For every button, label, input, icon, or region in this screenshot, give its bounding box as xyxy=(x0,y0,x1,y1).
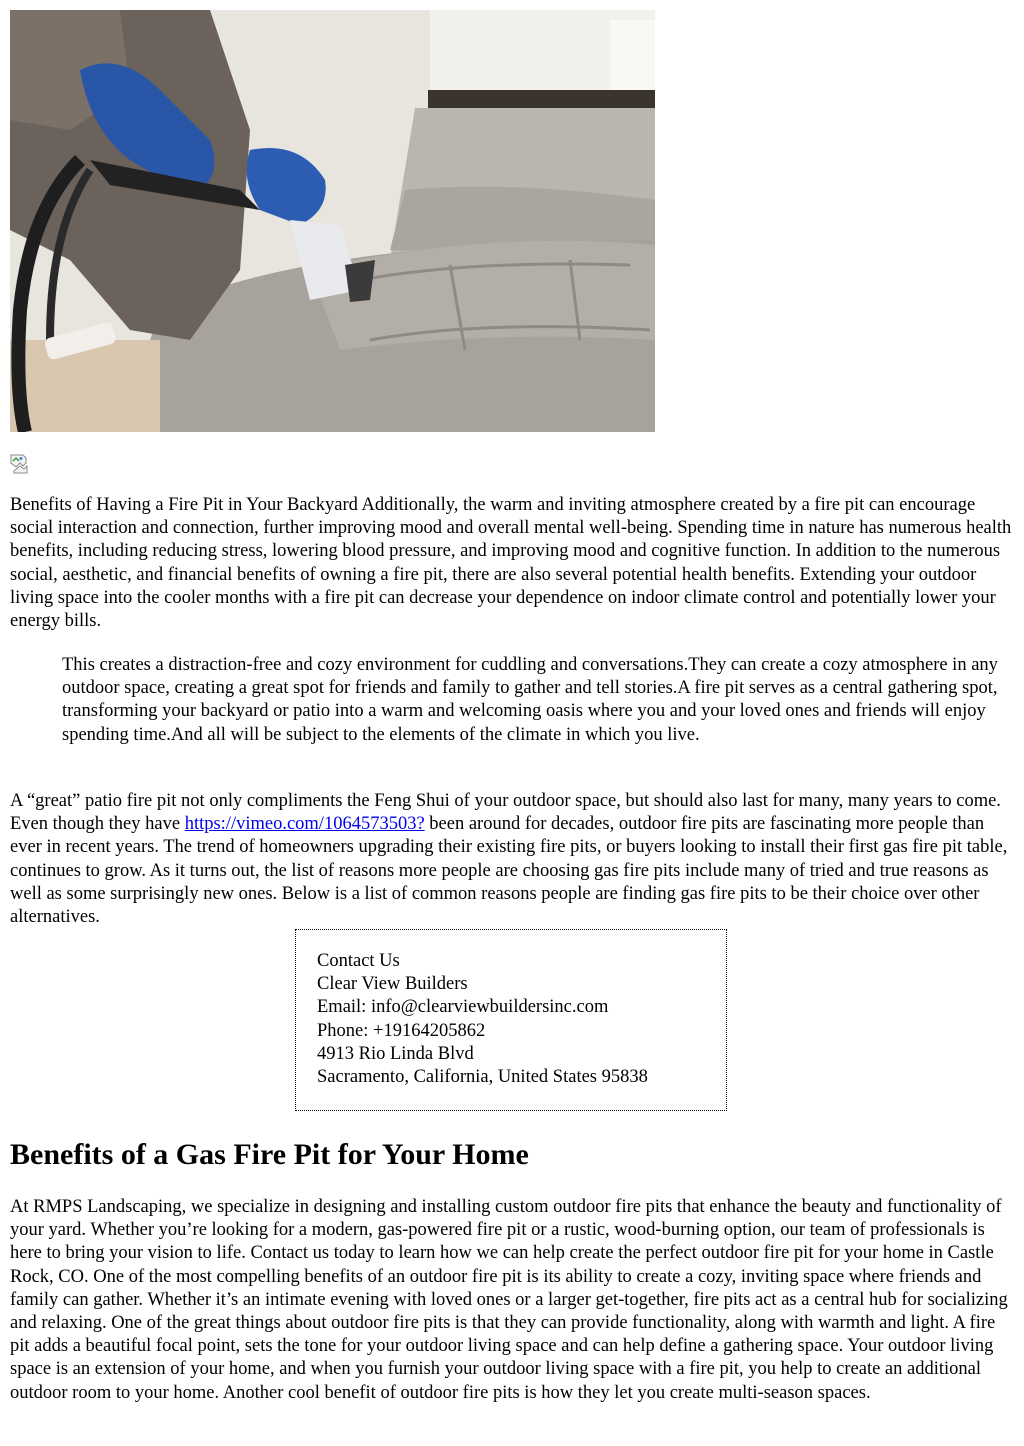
contact-street: 4913 Rio Linda Blvd xyxy=(317,1043,474,1064)
contact-city: Sacramento, California, United States 95838 xyxy=(317,1067,648,1088)
contact-box xyxy=(295,929,727,1111)
section-heading: Benefits of a Gas Fire Pit for Your Home xyxy=(10,1138,529,1171)
paragraph-text-after-link: been around for decades, outdoor fire pits are fascinating more people than ever in recent years. The trend of homeowners upgrading their existing fire pits, or buyers looking to install their first gas fire pit table, continues to grow. As it turns out, the list of reasons more people are choosing gas fire pits include many of tried and true reasons as well as some surprisingly new ones. Below is a list of common reasons people are finding gas fire pits to be their choice over other alternatives. xyxy=(10,814,1008,928)
hero-image xyxy=(10,10,655,432)
contact-company: Clear View Builders xyxy=(317,974,468,995)
broken-image-icon xyxy=(10,454,30,474)
contact-heading: Contact Us xyxy=(317,951,400,971)
contact-phone: Phone: +19164205862 xyxy=(317,1020,486,1041)
intro-paragraph: Benefits of Having a Fire Pit in Your Backyard Additionally, the warm and inviting atmosphere created by a fire pit can encourage social interaction and connection, further improving mood and overall mental well-being. Spending time in nature has numerous health benefits, including reducing stress, lowering blood pressure, and improving mood and cognitive function. In addition to the numerous social, aesthetic, and financial benefits of owning a fire pit, there are also several potential health benefits. Extending your outdoor living space into the cooler months with a fire pit can decrease your dependence on indoor climate control and potentially lower your energy bills. xyxy=(10,495,1012,632)
closing-paragraph: At RMPS Landscaping, we specialize in designing and installing custom outdoor fire pits that enhance the beauty and functionality of your yard. Whether you’re looking for a modern, gas-powered fire pit or a rustic, wood-burning option, our team of professionals is here to bring your vision to life. Contact us today to learn how we can help create the perfect outdoor fire pit for your home in Castle Rock, CO. One of the most compelling benefits of an outdoor fire pit is its ability to create a cozy, inviting space where friends and family can gather. Whether it’s an intimate evening with loved ones or a larger get-together, fire pits act as a central hub for socializing and relaxing. One of the great things about outdoor fire pits is that they can provide functionality, along with warmth and light. A fire pit adds a beautiful focal point, sets the tone for your outdoor living space and can help define a gathering space. Your outdoor living space is an extension of your home, and when you furnish your outdoor living space with a fire pit, you help to create an additional outdoor room to your home. Another cool benefit of outdoor fire pits is how they let you create multi-season spaces. xyxy=(10,1197,1008,1403)
blockquote: This creates a distraction-free and cozy environment for cuddling and conversations.They can create a cozy atmosphere in any outdoor space, creating a great spot for friends and family to gather and tell stories.A fire pit serves as a central gathering spot, transforming your backyard or patio into a warm and welcoming oasis where you and your loved ones and friends will enjoy spending time.And all will be subject to the elements of the climate in which you live. xyxy=(62,655,998,745)
body-paragraph xyxy=(10,790,1016,929)
contact-email: Email: info@clearviewbuildersinc.com xyxy=(317,997,609,1018)
paragraph-text-before-link: A “great” patio fire pit not only compliments the Feng Shui of your outdoor space, but should also last for many, many years to come. Even though they have xyxy=(10,791,1001,835)
vimeo-link[interactable]: https://vimeo.com/1064573503? xyxy=(184,814,425,835)
